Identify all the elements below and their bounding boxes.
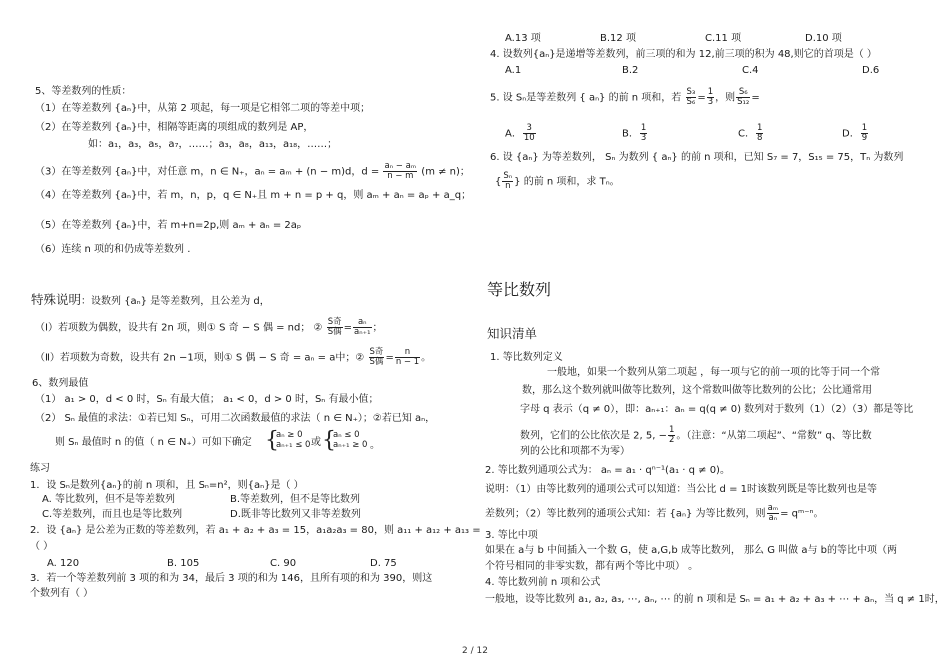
properties-title: 5、等差数列的性质： xyxy=(35,86,132,97)
system-or: 或 xyxy=(311,437,321,448)
property-3 xyxy=(35,162,470,181)
q5-option-b: B． $\frac{1}{3}$ xyxy=(622,123,647,143)
property-1: （1）在等差数列 {aₙ}中，从第 2 项起，每一项是它相邻二项的等差中项； xyxy=(35,103,371,114)
ratio-half: $\frac{1}{2}$ xyxy=(669,425,675,445)
definition-line-3: 字母 q 表示（q ≠ 0），即：aₙ₊₁：aₙ = q(q ≠ 0) 数列对于数列（1）（2）（3）都是等比 xyxy=(520,404,914,415)
definition-line-2: 数，那么这个数列就叫做等比数列，这个常数叫做等比数列的公比；公比通常用 xyxy=(522,385,872,396)
property-6: （6）连续 n 项的和仍成等差数列 . xyxy=(35,244,191,255)
question-6: 6. 设 {aₙ} 为等差数列， Sₙ 为数列 { aₙ} 的前 n 项和，已知 S₇ = 7，S₁₅ = 75，Tₙ 为数列 xyxy=(490,152,904,163)
q6-fraction: $\frac{\text{Sₙ}}{n}$ xyxy=(503,171,513,191)
sum-formula-line-1: 一般地，设等比数列 a₁, a₂, a₃, ⋯, aₙ, ⋯ 的前 n 项和是 Sₙ = a₁ + a₂ + a₃ + ⋯ + aₙ，当 q ≠ 1时， xyxy=(485,594,945,605)
special-note-title: 特殊说明 xyxy=(31,292,82,307)
extremum-1: （1） a₁ > 0，d < 0 时，Sₙ 有最大值； a₁ < 0，d > 0 时，Sₙ 有最小值； xyxy=(35,394,379,405)
q5-ratio-2: $\frac{1}{3}$ xyxy=(707,87,714,107)
question-6-continued: { $\frac{\text{Sₙ}}{n}$ } 的前 n 项和，求 Tₙ。 xyxy=(495,171,620,191)
extremum-title: 6、数列最值 xyxy=(32,378,89,389)
property-2: （2）在等差数列 {aₙ}中，相隔等距离的项组成的数列是 AP， xyxy=(35,122,314,133)
system-brace-1: { xyxy=(265,428,279,453)
system-brace-2: { xyxy=(322,428,336,453)
property-3-fraction: $\frac{\text{aₙ − aₘ}}{n - m}$ xyxy=(384,161,417,181)
question-2-option-a: A. 120 xyxy=(47,558,80,569)
system-1: aₙ ≥ 0 aₙ₊₁ ≤ 0 xyxy=(276,430,311,450)
general-term-title: 2. 等比数列通项公式为： aₙ = a₁ · qⁿ⁻¹(a₁ · q ≠ 0)。 xyxy=(485,465,730,476)
question-1-option-c: C.等差数列，而且也是等比数列 xyxy=(42,509,183,520)
general-term-line-2: 差数列；（2）等比数列的通项公式知：若 {aₙ} 为等比数列，则 $\frac{\text{aₘ}}{\text{aₙ}}$ = qᵐ⁻ⁿ。 xyxy=(485,503,824,523)
page-number: 2 / 12 xyxy=(462,646,488,656)
question-5: 5. 设 Sₙ是等差数列 { aₙ} 的前 n 项和，若 $\frac{\text{S₃}}{\text{S₆}}$ = $\frac{1}{3}$ ，则 $\frac{\text{S₆}}{\text{S₁₂}}$ = xyxy=(490,87,760,107)
q5-option-d: D． $\frac{1}{9}$ xyxy=(842,123,868,143)
knowledge-title: 知识清单 xyxy=(487,326,538,341)
geometric-sequence-title: 等比数列 xyxy=(487,280,552,299)
extremum-3: 则 Sₙ 最值时 n 的值（ n ∈ N₊）可如下确定 xyxy=(55,437,252,448)
definition-line-4: 数列，它们的公比依次是 2, 5, − $\frac{1}{2}$ 。（注意：“从第二项起”、“常数” q、等比数 xyxy=(520,425,872,445)
question-3: 3．若一个等差数列前 3 项的和为 34，最后 3 项的和为 146，且所有项的和为 390，则这 xyxy=(30,573,433,584)
geometric-mean-title: 3. 等比中项 xyxy=(485,530,538,541)
question-1-option-d: D.既非等比数列又非等差数列 xyxy=(230,509,361,520)
definition-line-5: 列的公比和项都不为零） xyxy=(520,446,630,457)
question-3-continued: 个数列有（ ） xyxy=(30,588,94,599)
practice-title: 练习 xyxy=(30,463,50,474)
question-1-option-a: A. 等比数列，但不是等差数列 xyxy=(42,494,176,505)
special-case-even: （Ⅰ）若项数为偶数，设共有 2n 项，则① S 奇 − S 偶 = nd； ② $\frac{\text{S奇}}{\text{S偶}}$ = $\frac{\text{aₙ}}{\text{aₙ₊₁}}$ ； xyxy=(35,317,383,337)
question-2-option-b: B. 105 xyxy=(167,558,200,569)
odd-ratio-right: $\frac{n}{n - 1}$ xyxy=(395,347,420,367)
even-ratio-left: $\frac{\text{S奇}}{\text{S偶}}$ xyxy=(327,317,342,337)
question-2-paren: （ ） xyxy=(30,541,54,552)
question-4: 4. 设数列{aₙ}是递增等差数列，前三项的和为 12,前三项的积为 48,则它的首项是（ ） xyxy=(490,49,877,60)
q5-ratio-1: $\frac{\text{S₃}}{\text{S₆}}$ xyxy=(686,87,696,107)
property-3-text: （3）在等差数列 {aₙ}中，对任意 m，n ∈ N₊，aₙ = aₘ + (n − m)d，d = xyxy=(35,166,380,178)
question-2-option-c: C. 90 xyxy=(270,558,297,569)
system-end: 。 xyxy=(370,440,380,451)
special-note xyxy=(31,292,270,309)
property-3-condition: (m ≠ n)； xyxy=(421,166,470,178)
system-2: aₙ ≤ 0 aₙ₊₁ ≥ 0 xyxy=(333,430,368,450)
q3-option-b: B.12 项 xyxy=(600,33,636,44)
q5-ratio-3: $\frac{\text{S₆}}{\text{S₁₂}}$ xyxy=(737,87,750,107)
definition-title: 1. 等比数列定义 xyxy=(490,352,563,363)
extremum-2: （2） Sₙ 最值的求法：①若已知 Sₙ，可用二次函数最值的求法（ n ∈ N₊）；②若已知 aₙ， xyxy=(35,413,436,424)
q4-option-b: B.2 xyxy=(622,65,639,76)
q5-option-a: A． $\frac{3}{10}$ xyxy=(505,123,535,143)
q4-option-a: A.1 xyxy=(505,65,522,76)
question-2-option-d: D. 75 xyxy=(370,558,397,569)
q4-option-d: D.6 xyxy=(862,65,880,76)
geometric-mean-line-1: 如果在 a与 b 中间插入一个数 G，使 a,G,b 成等比数列， 那么 G 叫做 a与 b的等比中项（两 xyxy=(485,545,897,556)
definition-line-1: 一般地，如果一个数列从第二项起 ，每一项与它的前一项的比等于同一个常 xyxy=(547,367,881,378)
special-case-odd: （Ⅱ）若项数为奇数，设共有 2n −1项，则① S 偶 − S 奇 = aₙ = a中；② $\frac{\text{S奇}}{\text{S偶}}$ = $\frac{n}{n - 1}$ 。 xyxy=(35,347,432,367)
sum-formula-title: 4. 等比数列前 n 项和公式 xyxy=(485,577,601,588)
q3-option-c: C.11 项 xyxy=(705,33,742,44)
special-note-intro: ：设数列 {aₙ} 是等差数列，且公差为 d， xyxy=(81,296,270,307)
general-term-line-1: 说明：（1）由等比数列的通项公式可以知道：当公比 d = 1时该数列既是等比数列也是等 xyxy=(485,484,877,495)
geometric-mean-line-2: 个符号相同的非零实数，都有两个等比中项） 。 xyxy=(485,561,699,572)
even-ratio-right: $\frac{\text{aₙ}}{\text{aₙ₊₁}}$ xyxy=(354,317,371,337)
general-term-fraction: $\frac{\text{aₘ}}{\text{aₙ}}$ xyxy=(767,503,779,523)
q3-option-a: A.13 项 xyxy=(505,33,541,44)
property-2-example: 如：a₁，a₃，a₅，a₇，……；a₃，a₈，a₁₃，a₁₈，……； xyxy=(88,139,338,150)
q4-option-c: C.4 xyxy=(742,65,759,76)
q5-option-c: C． $\frac{1}{8}$ xyxy=(738,123,763,143)
question-1-option-b: B.等差数列，但不是等比数列 xyxy=(230,494,361,505)
question-2: 2．设 {aₙ} 是公差为正数的等差数列，若 a₁ + a₂ + a₃ = 15，a₁a₂a₃ = 80，则 a₁₁ + a₁₂ + a₁₃ = xyxy=(30,525,481,536)
odd-ratio-left: $\frac{\text{S奇}}{\text{S偶}}$ xyxy=(369,347,384,367)
question-1: 1．设 Sₙ是数列{aₙ}的前 n 项和，且 Sₙ=n²，则{aₙ}是（ ） xyxy=(30,480,304,491)
q3-option-d: D.10 项 xyxy=(805,33,842,44)
property-5: （5）在等差数列 {aₙ}中，若 m+n=2p,则 aₘ + aₙ = 2aₚ xyxy=(35,220,302,231)
property-4: （4）在等差数列 {aₙ}中，若 m，n，p，q ∈ N₊且 m + n = p + q，则 aₘ + aₙ = aₚ + a_q； xyxy=(35,190,472,201)
